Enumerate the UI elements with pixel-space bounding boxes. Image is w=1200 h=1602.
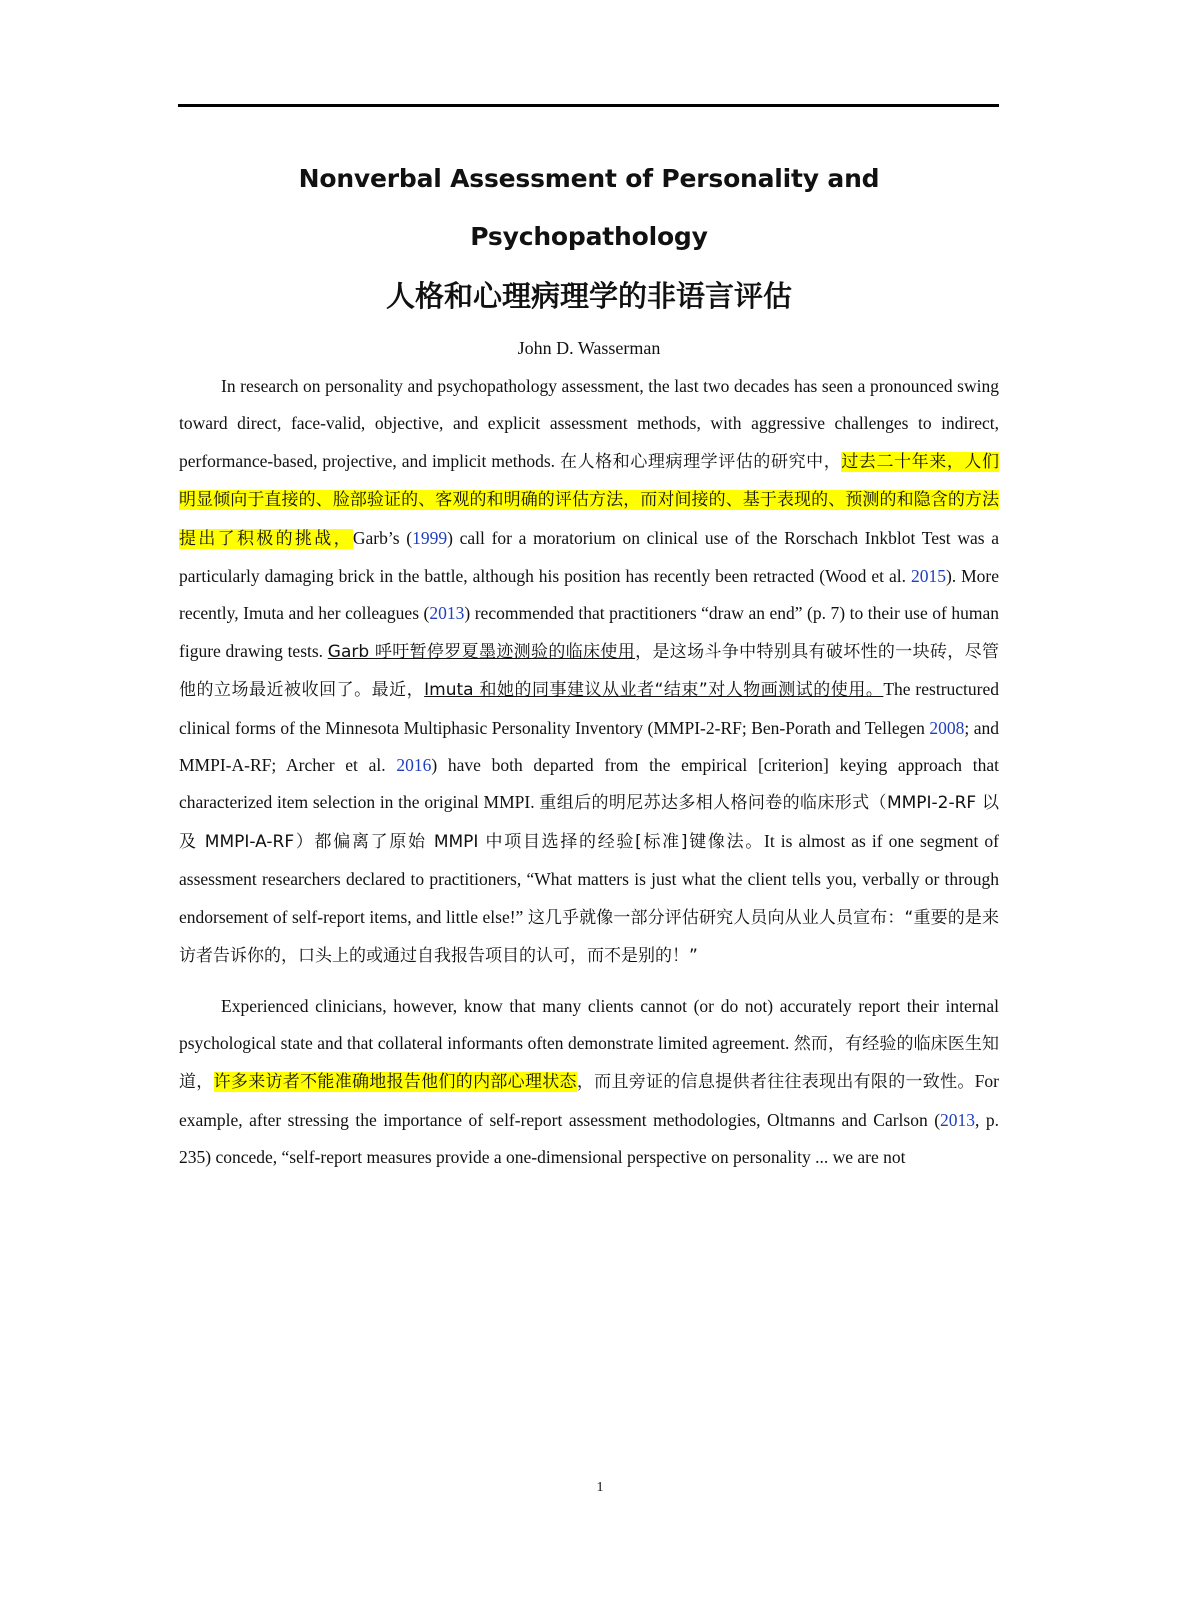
header-rule: [178, 104, 999, 107]
author-name: John D. Wasserman: [517, 338, 661, 358]
p2-text-4-cn: ，而且旁证的信息提供者往往表现出有限的一致性。: [576, 1072, 975, 1093]
p1-highlight-cn: 过去二十年来，人们明显倾向于直接的、脸部验证的、客观的和明确的评估方法，而对间接的、基于表现的、预测的和隐含的方法提出了积极的挑战，: [179, 451, 1000, 549]
p1-underlined-cn-2: Imuta 和她的同事建议从业者“结束”对人物画测试的使用。: [424, 680, 884, 701]
title-english: [179, 150, 999, 266]
p1-text-16-cn: 这几乎就像一部分评估研究人员向从业人员宣布：“重要的是来访者告诉你的，口头上的或通过自我报告项目的认可，而不是别的！”: [179, 907, 999, 967]
paragraph-1: [179, 368, 999, 976]
p2-text-2-cn: 然而，有经验的临床医生知道，: [179, 1033, 1000, 1093]
p2-text-1: Experienced clinicians, however, know that many clients cannot (or do not) accurately report their internal psychological state and that collateral informants often demonstrate limited agreement.: [179, 995, 999, 1053]
citation-link-1999[interactable]: 1999: [412, 527, 448, 548]
page-number: 1: [596, 1480, 604, 1495]
title-english-line-2: Psychopathology: [470, 222, 708, 251]
p1-text-2-cn: 在人格和心理病理学评估的研究中，: [559, 451, 842, 472]
p1-text-13: ) have both departed from the empirical [criterion] keying approach that characterized item selection in the original MMPI.: [179, 755, 999, 813]
citation-link-2013a[interactable]: 2013: [429, 603, 465, 624]
p1-text-5: ) call for a moratorium on clinical use of the Rorschach Inkblot Test was a particularly damaging brick in the battle, although his position has recently been retracted (Wood et al.: [179, 527, 1000, 587]
citation-link-2013b[interactable]: 2013: [940, 1109, 976, 1130]
p1-text-11: The restructured clinical forms of the Minnesota Multiphasic Personality Inventory (MMPI-2-RF; Ben-Porath and Tellegen: [179, 679, 1000, 738]
p1-text-7: ) recommended that practitioners “draw an end” (p. 7) to their use of human figure drawing tests.: [179, 603, 999, 661]
p1-text-1: In research on personality and psychopathology assessment, the last two decades has seen a pronounced swing toward direct, face-valid, objective, and explicit assessment methods, with aggressive challenges to indirect, performance-based, projective, and implicit methods.: [179, 376, 999, 471]
title-english-line-1: Nonverbal Assessment of Personality and: [298, 164, 880, 193]
p1-text-6: ). More recently, Imuta and her colleagues (: [179, 566, 999, 624]
p1-text-12: ; and MMPI-A-RF; Archer et al.: [179, 717, 999, 776]
p2-text-5: For example, after stressing the importance of self-report assessment methodologies, Oltmanns and Carlson (: [179, 1071, 1000, 1130]
title-chinese: 人格和心理病理学的非语言评估: [385, 279, 792, 313]
p1-underlined-cn-1: Garb 呼吁暂停罗夏墨迹测验的临床使用: [327, 641, 636, 662]
p1-text-14-cn: 重组后的明尼苏达多相人格问卷的临床形式（MMPI-2-RF 以及 MMPI-A-RF）都偏离了原始 MMPI 中项目选择的经验[标准]键像法。: [179, 793, 999, 852]
p1-text-9-cn: ，是这场斗争中特别具有破坏性的一块砖，尽管他的立场最近被收回了。最近，: [179, 641, 999, 701]
citation-link-2008[interactable]: 2008: [929, 717, 965, 738]
p2-text-6: , p. 235) concede, “self-report measures provide a one-dimensional perspective on personality ... we are not: [179, 1109, 1000, 1168]
p2-highlight-cn: 许多来访者不能准确地报告他们的内部心理状态: [213, 1072, 577, 1093]
citation-link-2015[interactable]: 2015: [910, 566, 946, 587]
p1-text-4: Garb’s (: [352, 527, 413, 548]
paragraph-2: [179, 988, 999, 1177]
p1-text-15: It is almost as if one segment of assessment researchers declared to practitioners, “What matters is just what the client tells you, verbally or through endorsement of self-report items, and little else!”: [179, 830, 999, 927]
citation-link-2016[interactable]: 2016: [396, 755, 432, 776]
page-content: [179, 150, 999, 1177]
